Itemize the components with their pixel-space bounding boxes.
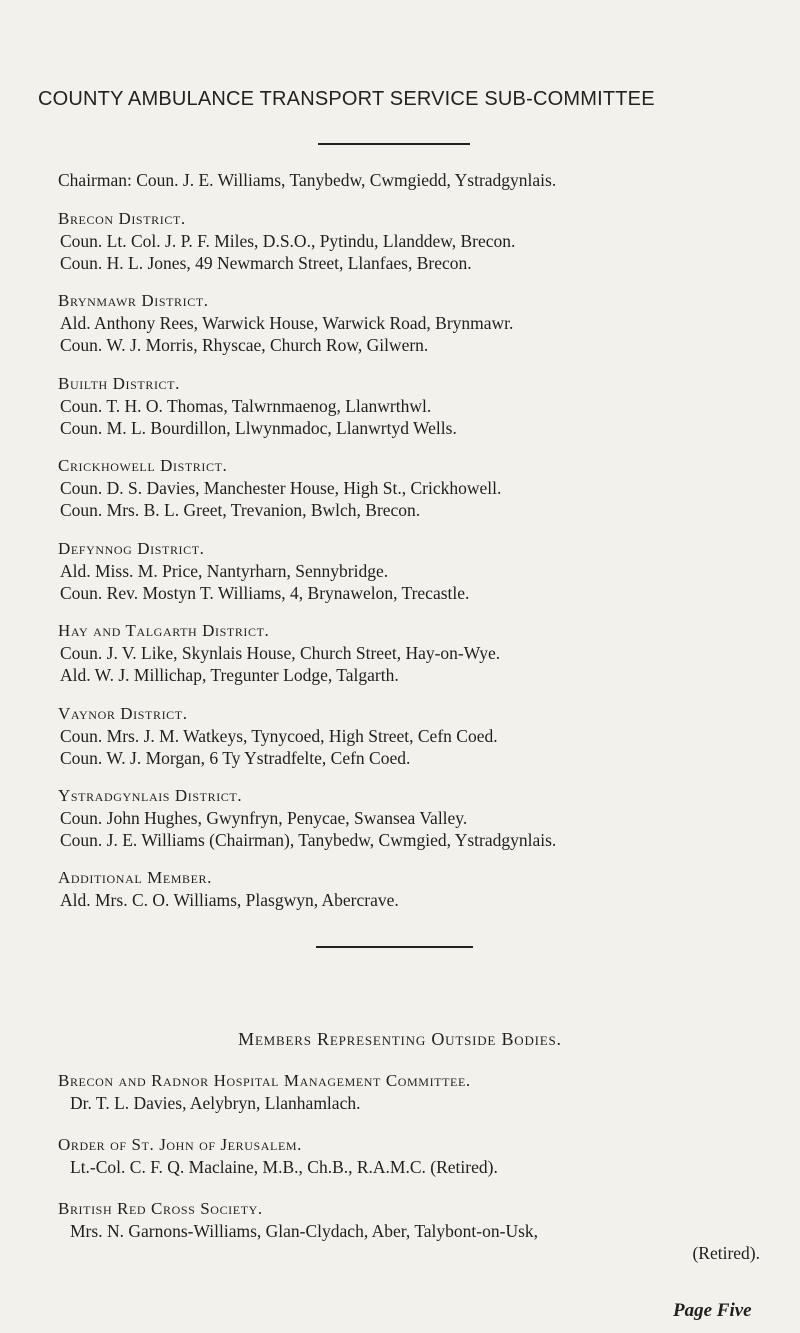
member-entry: Coun. D. S. Davies, Manchester House, High St., Crickhowell. <box>60 478 502 498</box>
member-entry: Ald. Anthony Rees, Warwick House, Warwick Road, Brynmawr. <box>60 313 514 333</box>
member-entry: Coun. W. J. Morris, Rhyscae, Church Row, Gilwern. <box>60 335 429 355</box>
district-heading: Ystradgynlais District. <box>58 786 243 805</box>
district-heading: Brynmawr District. <box>58 291 209 310</box>
district-ystradgynlais <box>58 785 778 851</box>
member-entry: Dr. T. L. Davies, Aelybryn, Llanhamlach. <box>70 1093 361 1113</box>
district-brynmawr <box>58 290 778 356</box>
district-crickhowell <box>58 455 778 521</box>
member-entry: Coun. Mrs. J. M. Watkeys, Tynycoed, High Street, Cefn Coed. <box>60 726 498 746</box>
district-brecon <box>58 208 778 274</box>
page-number: Page Five <box>673 1300 752 1321</box>
member-entry-continuation: (Retired). <box>692 1243 760 1263</box>
additional-member <box>58 867 778 911</box>
outside-body-red-cross <box>58 1198 778 1264</box>
member-entry: Coun. T. H. O. Thomas, Talwrnmaenog, Llanwrthwl. <box>60 396 432 416</box>
page-title: COUNTY AMBULANCE TRANSPORT SERVICE SUB-COMMITTEE <box>38 88 655 110</box>
district-heading: Brecon District. <box>58 209 186 228</box>
section-divider <box>316 946 473 948</box>
member-entry: Coun. W. J. Morgan, 6 Ty Ystradfelte, Cefn Coed. <box>60 748 411 768</box>
outside-body-heading: British Red Cross Society. <box>58 1199 263 1218</box>
chairman-text: Chairman: Coun. J. E. Williams, Tanybedw, Cwmgiedd, Ystradgynlais. <box>58 170 557 190</box>
member-entry: Ald. Mrs. C. O. Williams, Plasgwyn, Abercrave. <box>60 890 399 910</box>
member-entry: Coun. J. E. Williams (Chairman), Tanybedw, Cwmgied, Ystradgynlais. <box>60 830 557 850</box>
chairman-line <box>58 169 778 191</box>
outside-body-hospital <box>58 1070 778 1114</box>
member-entry: Coun. John Hughes, Gwynfryn, Penycae, Swansea Valley. <box>60 808 468 828</box>
title-divider <box>318 143 470 145</box>
district-heading: Hay and Talgarth District. <box>58 621 270 640</box>
outside-body-st-john <box>58 1134 778 1178</box>
district-defynnog <box>58 538 778 604</box>
outside-bodies-title: Members Representing Outside Bodies. <box>238 1029 562 1049</box>
district-builth <box>58 373 778 439</box>
outside-body-heading: Order of St. John of Jerusalem. <box>58 1135 302 1154</box>
district-hay-talgarth <box>58 620 778 686</box>
district-heading: Vaynor District. <box>58 704 188 723</box>
member-entry: Coun. Mrs. B. L. Greet, Trevanion, Bwlch, Brecon. <box>60 500 421 520</box>
member-entry: Coun. J. V. Like, Skynlais House, Church Street, Hay-on-Wye. <box>60 643 501 663</box>
district-heading: Crickhowell District. <box>58 456 228 475</box>
member-entry: Coun. Rev. Mostyn T. Williams, 4, Brynawelon, Trecastle. <box>60 583 470 603</box>
member-entry: Ald. W. J. Millichap, Tregunter Lodge, Talgarth. <box>60 665 399 685</box>
outside-body-heading: Brecon and Radnor Hospital Management Committee. <box>58 1071 471 1090</box>
member-entry: Ald. Miss. M. Price, Nantyrharn, Sennybridge. <box>60 561 389 581</box>
district-heading: Defynnog District. <box>58 539 205 558</box>
member-entry: Coun. Lt. Col. J. P. F. Miles, D.S.O., Pytindu, Llanddew, Brecon. <box>60 231 516 251</box>
member-entry: Coun. M. L. Bourdillon, Llwynmadoc, Llanwrtyd Wells. <box>60 418 457 438</box>
district-heading: Builth District. <box>58 374 180 393</box>
member-entry: Mrs. N. Garnons-Williams, Glan-Clydach, Aber, Talybont-on-Usk, <box>70 1221 539 1241</box>
member-entry: Coun. H. L. Jones, 49 Newmarch Street, Llanfaes, Brecon. <box>60 253 472 273</box>
district-vaynor <box>58 703 778 769</box>
member-entry: Lt.-Col. C. F. Q. Maclaine, M.B., Ch.B., R.A.M.C. (Retired). <box>70 1157 498 1177</box>
district-heading: Additional Member. <box>58 868 213 887</box>
